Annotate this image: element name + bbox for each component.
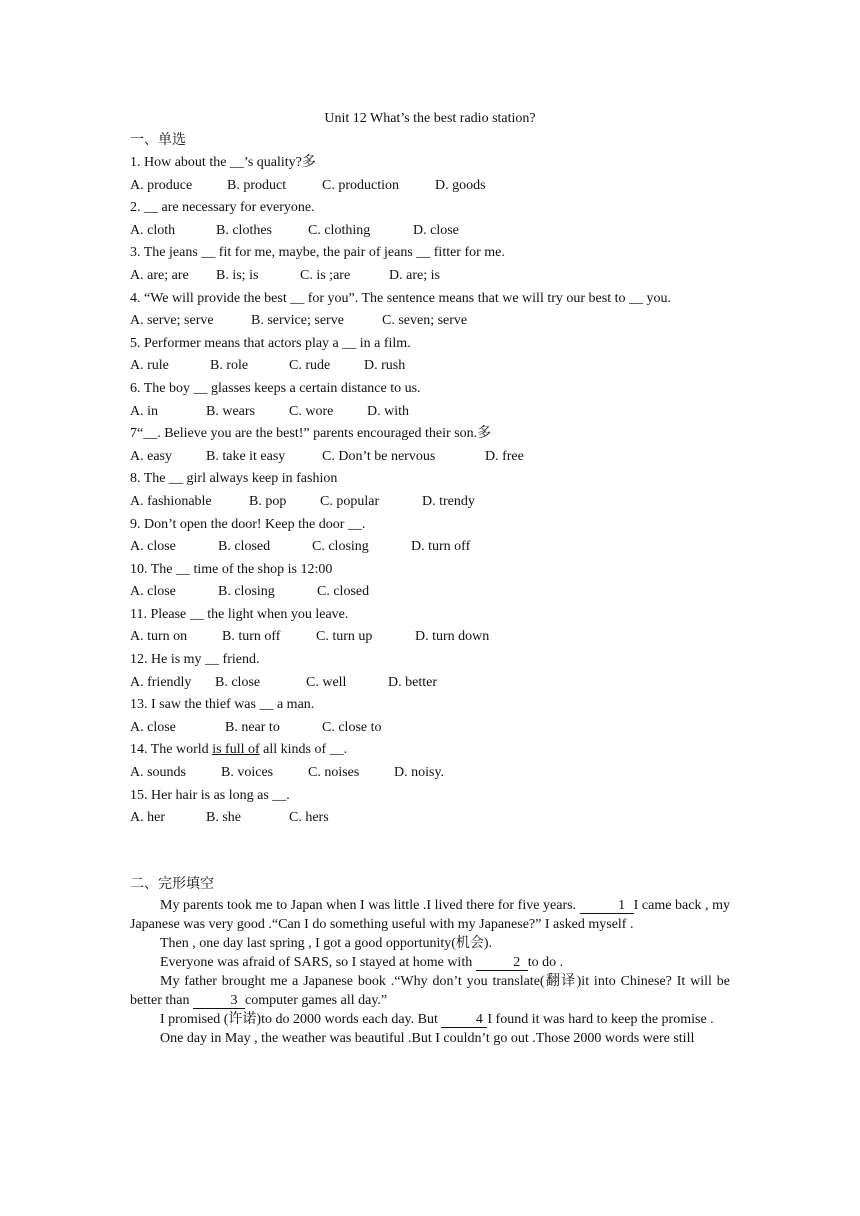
cloze-text: My father brought me a Japanese book .“Why don’t you translate(翻译)it into Chinese? It will be better than [130,973,730,1008]
answer-options [130,220,730,243]
answer-option[interactable]: B. she [206,810,241,826]
cloze-passage [130,896,730,1048]
question-stem: 1. How about the __’s quality?多 [130,155,316,170]
answer-option[interactable]: D. better [388,674,437,690]
question-stem: 13. I saw the thief was __ a man. [130,697,315,713]
answer-option[interactable]: B. closed [218,539,271,555]
question-list [130,152,730,830]
answer-option[interactable]: D. with [367,403,409,419]
answer-option[interactable]: B. wears [206,403,255,419]
answer-options [130,581,730,604]
page-title: Unit 12 What’s the best radio station? [324,111,536,126]
answer-option[interactable]: D. turn down [415,629,490,645]
answer-option[interactable]: A. are; are [130,267,189,283]
answer-options [130,175,730,198]
answer-options [130,491,730,514]
cloze-blank-1[interactable]: 1 [580,898,634,914]
cloze-paragraph [130,896,730,934]
question-stem: 3. The jeans __ fit for me, maybe, the pair of jeans __ fitter for me. [130,245,505,261]
answer-option[interactable]: B. voices [221,765,274,781]
answer-option[interactable]: B. clothes [216,222,272,238]
answer-option[interactable]: C. wore [289,403,334,419]
answer-option[interactable]: B. near to [225,719,280,735]
answer-option[interactable]: A. close [130,539,176,555]
question-stem: 15. Her hair is as long as __. [130,787,290,803]
answer-options [130,807,730,830]
answer-option[interactable]: B. product [227,177,287,193]
answer-options [130,310,730,333]
answer-option[interactable]: D. goods [435,177,486,193]
answer-options [130,762,730,785]
answer-options [130,717,730,740]
cloze-text: I promised (许诺)to do 2000 words each day. But [160,1011,438,1027]
cloze-text: computer games all day.” [244,992,388,1008]
answer-option[interactable]: C. seven; serve [382,313,468,329]
answer-option[interactable]: A. friendly [130,674,192,690]
question-text: all kinds of __. [259,742,348,758]
answer-option[interactable]: C. popular [320,493,380,509]
answer-option[interactable]: A. produce [130,177,193,193]
section-heading-cloze: 二、完形填空 [130,876,214,892]
answer-option[interactable]: C. hers [289,810,329,826]
question-stem: 4. “We will provide the best __ for you”. The sentence means that we will try our best to __ you. [130,290,671,306]
underlined-phrase: is full of [212,742,260,758]
section-heading-single-choice: 一、单选 [130,133,186,148]
answer-option[interactable]: C. noises [308,765,360,781]
question-text: 14. The world [130,742,213,758]
answer-options [130,672,730,695]
cloze-paragraph [130,1029,730,1048]
answer-option[interactable]: D. are; is [389,267,440,283]
answer-option[interactable]: B. close [215,674,261,690]
answer-option[interactable]: A. serve; serve [130,313,214,329]
answer-option[interactable]: D. rush [364,358,406,374]
question-stem [130,739,730,762]
answer-option[interactable]: A. fashionable [130,493,212,509]
question-stem: 12. He is my __ friend. [130,652,260,668]
answer-option[interactable]: B. take it easy [206,448,286,464]
answer-option[interactable]: A. cloth [130,222,176,238]
answer-option[interactable]: B. closing [218,584,275,600]
answer-option[interactable]: B. pop [249,493,287,509]
answer-option[interactable]: B. role [210,358,249,374]
cloze-blank-3[interactable]: 3 [193,993,245,1009]
answer-options [130,446,730,469]
cloze-paragraph [130,1010,730,1029]
answer-option[interactable]: A. rule [130,358,169,374]
answer-option[interactable]: C. Don’t be nervous [322,448,436,464]
answer-option[interactable]: D. close [413,222,459,238]
cloze-text: I came back , my Japanese was very good .“Can I do something useful with my Japanese?” I asked myself . [130,897,730,932]
cloze-text: to do . [527,954,564,970]
answer-option[interactable]: C. closing [312,539,369,555]
question-stem: 9. Don’t open the door! Keep the door __. [130,516,366,532]
answer-option[interactable]: C. rude [289,358,331,374]
cloze-paragraph [130,953,730,972]
answer-option[interactable]: D. noisy. [394,765,445,781]
answer-options [130,536,730,559]
question-stem: 8. The __ girl always keep in fashion [130,471,338,487]
answer-option[interactable]: D. trendy [422,493,475,509]
answer-option[interactable]: A. turn on [130,629,188,645]
answer-option[interactable]: C. production [322,177,399,193]
cloze-text: I found it was hard to keep the promise . [487,1011,714,1027]
cloze-text: Then , one day last spring , I got a good opportunity(机会). [160,935,493,951]
answer-option[interactable]: C. close to [322,719,382,735]
answer-options [130,401,730,424]
question-stem: 6. The boy __ glasses keeps a certain distance to us. [130,380,421,396]
answer-option[interactable]: D. turn off [411,539,471,555]
answer-option[interactable]: A. in [130,403,158,419]
answer-option[interactable]: A. close [130,719,176,735]
cloze-paragraph [130,972,730,1010]
question-stem: 7“__. Believe you are the best!” parents encouraged their son.多 [130,426,492,442]
answer-option[interactable]: A. close [130,584,176,600]
question-stem: 5. Performer means that actors play a __ in a film. [130,335,411,351]
answer-option[interactable]: D. free [485,448,524,464]
answer-option[interactable]: C. well [306,674,347,690]
cloze-text: Everyone was afraid of SARS, so I stayed at home with [160,954,473,970]
answer-options [130,265,730,288]
answer-option[interactable]: A. sounds [130,765,187,781]
answer-option[interactable]: B. turn off [222,629,281,645]
answer-option[interactable]: C. turn up [316,629,373,645]
question-stem: 10. The __ time of the shop is 12:00 [130,561,333,577]
answer-option[interactable]: A. easy [130,448,172,464]
cloze-blank-4[interactable]: 4 [441,1012,487,1028]
answer-option[interactable]: C. clothing [308,222,371,238]
cloze-text: One day in May , the weather was beautiful .But I couldn’t go out .Those 2000 words were still [160,1030,695,1046]
answer-option[interactable]: C. is ;are [300,267,351,283]
cloze-paragraph [130,934,730,953]
question-stem: 2. __ are necessary for everyone. [130,200,315,216]
answer-options [130,626,730,649]
cloze-text: My parents took me to Japan when I was little .I lived there for five years. [160,897,577,913]
answer-option[interactable]: B. is; is [216,267,259,283]
answer-option[interactable]: B. service; serve [251,313,344,329]
answer-options [130,355,730,378]
answer-option[interactable]: A. her [130,810,165,826]
question-stem: 11. Please __ the light when you leave. [130,606,349,622]
cloze-blank-2[interactable]: 2 [476,955,528,971]
worksheet [130,108,730,1048]
answer-option[interactable]: C. closed [317,584,370,600]
